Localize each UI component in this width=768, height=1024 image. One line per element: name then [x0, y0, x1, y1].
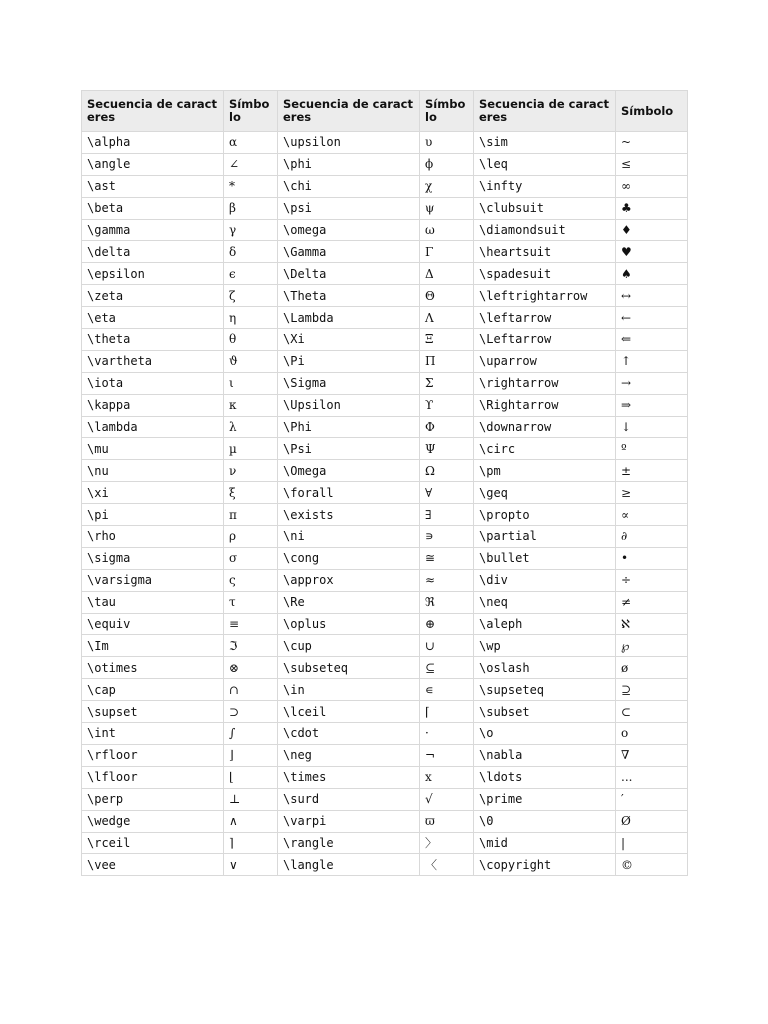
sequence-cell: \Pi [278, 350, 420, 372]
sequence-cell: \epsilon [82, 263, 224, 285]
sequence-cell: \omega [278, 219, 420, 241]
symbol-cell: ν [224, 460, 278, 482]
sequence-cell: \rceil [82, 832, 224, 854]
table-row [82, 241, 688, 263]
sequence-cell: \Delta [278, 263, 420, 285]
sequence-cell: \mu [82, 438, 224, 460]
symbol-cell: ← [616, 307, 688, 329]
table-row [82, 285, 688, 307]
symbol-cell: ⌈ [420, 701, 474, 723]
sequence-cell: \Sigma [278, 372, 420, 394]
table-row [82, 504, 688, 526]
sequence-cell: \theta [82, 329, 224, 351]
symbol-cell: * [224, 175, 278, 197]
symbol-cell: ′ [616, 788, 688, 810]
sequence-cell: \perp [82, 788, 224, 810]
sequence-cell: \cap [82, 679, 224, 701]
sequence-cell: \geq [474, 482, 616, 504]
sequence-cell: \sim [474, 132, 616, 154]
symbol-table [81, 90, 688, 876]
sequence-cell: \phi [278, 153, 420, 175]
table-row [82, 175, 688, 197]
sequence-cell: \lceil [278, 701, 420, 723]
table-row [82, 569, 688, 591]
table-row [82, 832, 688, 854]
symbol-cell: η [224, 307, 278, 329]
sequence-cell: \o [474, 723, 616, 745]
sequence-cell: \xi [82, 482, 224, 504]
symbol-cell: Ø [616, 810, 688, 832]
header-row [82, 91, 688, 132]
symbol-cell: Π [420, 350, 474, 372]
symbol-cell: ⊇ [616, 679, 688, 701]
symbol-cell: ∠ [224, 153, 278, 175]
symbol-cell: ϖ [420, 810, 474, 832]
symbol-cell: ± [616, 460, 688, 482]
sequence-cell: \varpi [278, 810, 420, 832]
sequence-cell: \eta [82, 307, 224, 329]
sequence-cell: \subset [474, 701, 616, 723]
symbol-cell: ∧ [224, 810, 278, 832]
sequence-cell: \lfloor [82, 766, 224, 788]
table-row [82, 416, 688, 438]
sequence-cell: \supset [82, 701, 224, 723]
symbol-cell: ξ [224, 482, 278, 504]
sequence-cell: \int [82, 723, 224, 745]
symbol-cell: 〉 [420, 832, 474, 854]
sequence-cell: \langle [278, 854, 420, 876]
sequence-cell: \copyright [474, 854, 616, 876]
symbol-cell: ∇ [616, 744, 688, 766]
symbol-cell: ℵ [616, 613, 688, 635]
symbol-cell: ∨ [224, 854, 278, 876]
symbol-cell: → [616, 372, 688, 394]
sequence-cell: \div [474, 569, 616, 591]
sequence-cell: \lambda [82, 416, 224, 438]
sequence-cell: \forall [278, 482, 420, 504]
sequence-cell: \Upsilon [278, 394, 420, 416]
symbol-cell: β [224, 197, 278, 219]
symbol-cell: x [420, 766, 474, 788]
symbol-cell: ϵ [224, 263, 278, 285]
sequence-cell: \partial [474, 526, 616, 548]
column-header-sequence: Secuencia de caracteres [474, 91, 616, 132]
sequence-cell: \zeta [82, 285, 224, 307]
sequence-cell: \rfloor [82, 744, 224, 766]
table-row [82, 526, 688, 548]
sequence-cell: \cup [278, 635, 420, 657]
symbol-cell: ... [616, 766, 688, 788]
symbol-cell: ∫ [224, 723, 278, 745]
sequence-cell: \supseteq [474, 679, 616, 701]
sequence-cell: \pm [474, 460, 616, 482]
sequence-cell: \delta [82, 241, 224, 263]
symbol-cell: ψ [420, 197, 474, 219]
symbol-cell: Θ [420, 285, 474, 307]
symbol-cell: ⊃ [224, 701, 278, 723]
sequence-cell: \beta [82, 197, 224, 219]
sequence-cell: \Phi [278, 416, 420, 438]
sequence-cell: \times [278, 766, 420, 788]
sequence-cell: \upsilon [278, 132, 420, 154]
symbol-cell: ∞ [616, 175, 688, 197]
table-row [82, 197, 688, 219]
sequence-cell: \rightarrow [474, 372, 616, 394]
symbol-cell: λ [224, 416, 278, 438]
sequence-cell: \tau [82, 591, 224, 613]
table-row [82, 329, 688, 351]
symbol-cell: © [616, 854, 688, 876]
symbol-cell: • [616, 547, 688, 569]
symbol-cell: · [420, 723, 474, 745]
symbol-cell: ∪ [420, 635, 474, 657]
table-row [82, 372, 688, 394]
table-row [82, 613, 688, 635]
symbol-cell: ♠ [616, 263, 688, 285]
sequence-cell: \vartheta [82, 350, 224, 372]
column-header-symbol: Símbolo [616, 91, 688, 132]
table-row [82, 263, 688, 285]
table-row [82, 307, 688, 329]
sequence-cell: \equiv [82, 613, 224, 635]
symbol-cell: ⊆ [420, 657, 474, 679]
table-row [82, 635, 688, 657]
column-header-symbol: Símbolo [224, 91, 278, 132]
table-row [82, 132, 688, 154]
symbol-cell: ι [224, 372, 278, 394]
symbol-cell: ∩ [224, 679, 278, 701]
symbol-cell: ⊥ [224, 788, 278, 810]
symbol-cell: ℜ [420, 591, 474, 613]
symbol-cell: ς [224, 569, 278, 591]
table-row [82, 219, 688, 241]
table-row [82, 810, 688, 832]
symbol-cell: ∀ [420, 482, 474, 504]
sequence-cell: \0 [474, 810, 616, 832]
symbol-cell: Λ [420, 307, 474, 329]
symbol-cell: ♦ [616, 219, 688, 241]
sequence-cell: \rho [82, 526, 224, 548]
symbol-cell: ζ [224, 285, 278, 307]
symbol-cell: ≡ [224, 613, 278, 635]
sequence-cell: \cong [278, 547, 420, 569]
sequence-cell: \iota [82, 372, 224, 394]
symbol-cell: 〈 [420, 854, 474, 876]
sequence-cell: \alpha [82, 132, 224, 154]
symbol-cell: ≥ [616, 482, 688, 504]
sequence-cell: \spadesuit [474, 263, 616, 285]
table-row [82, 679, 688, 701]
symbol-cell: Ξ [420, 329, 474, 351]
symbol-cell: ω [420, 219, 474, 241]
symbol-cell: Φ [420, 416, 474, 438]
symbol-cell: ♥ [616, 241, 688, 263]
symbol-cell: θ [224, 329, 278, 351]
symbol-cell: ≈ [420, 569, 474, 591]
symbol-cell: σ [224, 547, 278, 569]
symbol-cell: ρ [224, 526, 278, 548]
sequence-cell: \heartsuit [474, 241, 616, 263]
table-row [82, 482, 688, 504]
sequence-cell: \sigma [82, 547, 224, 569]
column-header-symbol: Símbolo [420, 91, 474, 132]
symbol-cell: ϕ [420, 153, 474, 175]
sequence-cell: \Re [278, 591, 420, 613]
table-row [82, 766, 688, 788]
symbol-cell: µ [224, 438, 278, 460]
symbol-cell: ⊂ [616, 701, 688, 723]
table-row [82, 460, 688, 482]
sequence-cell: \kappa [82, 394, 224, 416]
symbol-cell: ℘ [616, 635, 688, 657]
symbol-cell: Γ [420, 241, 474, 263]
symbol-cell: Ω [420, 460, 474, 482]
sequence-cell: \Theta [278, 285, 420, 307]
symbol-cell: Σ [420, 372, 474, 394]
symbol-cell: | [616, 832, 688, 854]
table-row [82, 701, 688, 723]
sequence-cell: \chi [278, 175, 420, 197]
symbol-cell: ⌋ [224, 744, 278, 766]
table-row [82, 657, 688, 679]
sequence-cell: \gamma [82, 219, 224, 241]
table-header [82, 91, 688, 132]
symbol-cell: π [224, 504, 278, 526]
sequence-cell: \aleph [474, 613, 616, 635]
sequence-cell: \ni [278, 526, 420, 548]
sequence-cell: \Psi [278, 438, 420, 460]
symbol-cell: ≅ [420, 547, 474, 569]
table-row [82, 788, 688, 810]
symbol-cell: κ [224, 394, 278, 416]
symbol-cell: ⌉ [224, 832, 278, 854]
sequence-cell: \rangle [278, 832, 420, 854]
symbol-cell: ∍ [420, 526, 474, 548]
table-row [82, 854, 688, 876]
symbol-cell: ∂ [616, 526, 688, 548]
symbol-cell: ¬ [420, 744, 474, 766]
table-row [82, 438, 688, 460]
sequence-cell: \oslash [474, 657, 616, 679]
column-header-sequence: Secuencia de caracteres [82, 91, 224, 132]
symbol-cell: ϒ [420, 394, 474, 416]
sequence-cell: \Xi [278, 329, 420, 351]
sequence-cell: \varsigma [82, 569, 224, 591]
table-row [82, 547, 688, 569]
sequence-cell: \Omega [278, 460, 420, 482]
symbol-cell: ø [616, 657, 688, 679]
sequence-cell: \leftarrow [474, 307, 616, 329]
sequence-cell: \surd [278, 788, 420, 810]
sequence-cell: \infty [474, 175, 616, 197]
sequence-cell: \wedge [82, 810, 224, 832]
symbol-cell: ⇒ [616, 394, 688, 416]
sequence-cell: \approx [278, 569, 420, 591]
sequence-cell: \ast [82, 175, 224, 197]
symbol-cell: º [616, 438, 688, 460]
sequence-cell: \neg [278, 744, 420, 766]
sequence-cell: \prime [474, 788, 616, 810]
sequence-cell: \uparrow [474, 350, 616, 372]
symbol-cell: ÷ [616, 569, 688, 591]
symbol-cell: τ [224, 591, 278, 613]
sequence-cell: \wp [474, 635, 616, 657]
table-row [82, 744, 688, 766]
sequence-cell: \propto [474, 504, 616, 526]
sequence-cell: \angle [82, 153, 224, 175]
sequence-cell: \pi [82, 504, 224, 526]
sequence-cell: \Gamma [278, 241, 420, 263]
symbol-cell: ο [616, 723, 688, 745]
sequence-cell: \Im [82, 635, 224, 657]
symbol-cell: ⇐ [616, 329, 688, 351]
symbol-cell: ≤ [616, 153, 688, 175]
symbol-cell: ↓ [616, 416, 688, 438]
symbol-cell: ♣ [616, 197, 688, 219]
sequence-cell: \downarrow [474, 416, 616, 438]
symbol-cell: ∊ [420, 679, 474, 701]
table-row [82, 394, 688, 416]
sequence-cell: \Leftarrow [474, 329, 616, 351]
symbol-cell: ∃ [420, 504, 474, 526]
sequence-cell: \Lambda [278, 307, 420, 329]
sequence-cell: \otimes [82, 657, 224, 679]
symbol-cell: ↔ [616, 285, 688, 307]
sequence-cell: \leq [474, 153, 616, 175]
symbol-cell: χ [420, 175, 474, 197]
symbol-cell: Ψ [420, 438, 474, 460]
sequence-cell: \Rightarrow [474, 394, 616, 416]
sequence-cell: \leftrightarrow [474, 285, 616, 307]
sequence-cell: \oplus [278, 613, 420, 635]
symbol-cell: √ [420, 788, 474, 810]
symbol-cell: ℑ [224, 635, 278, 657]
symbol-cell: γ [224, 219, 278, 241]
table-row [82, 153, 688, 175]
sequence-cell: \subseteq [278, 657, 420, 679]
symbol-cell: ↑ [616, 350, 688, 372]
sequence-cell: \neq [474, 591, 616, 613]
table-body [82, 132, 688, 876]
symbol-cell: ⌊ [224, 766, 278, 788]
table-row [82, 723, 688, 745]
sequence-cell: \mid [474, 832, 616, 854]
sequence-cell: \circ [474, 438, 616, 460]
sequence-cell: \exists [278, 504, 420, 526]
symbol-cell: Δ [420, 263, 474, 285]
sequence-cell: \diamondsuit [474, 219, 616, 241]
symbol-cell: ⊗ [224, 657, 278, 679]
symbol-cell: δ [224, 241, 278, 263]
table-row [82, 591, 688, 613]
sequence-cell: \bullet [474, 547, 616, 569]
symbol-cell: α [224, 132, 278, 154]
sequence-cell: \vee [82, 854, 224, 876]
symbol-cell: ∝ [616, 504, 688, 526]
sequence-cell: \psi [278, 197, 420, 219]
symbol-cell: υ [420, 132, 474, 154]
symbol-cell: ~ [616, 132, 688, 154]
symbol-cell: ≠ [616, 591, 688, 613]
sequence-cell: \nabla [474, 744, 616, 766]
sequence-cell: \clubsuit [474, 197, 616, 219]
column-header-sequence: Secuencia de caracteres [278, 91, 420, 132]
sequence-cell: \cdot [278, 723, 420, 745]
sequence-cell: \in [278, 679, 420, 701]
sequence-cell: \ldots [474, 766, 616, 788]
symbol-cell: ⊕ [420, 613, 474, 635]
table-row [82, 350, 688, 372]
symbol-cell: ϑ [224, 350, 278, 372]
sequence-cell: \nu [82, 460, 224, 482]
